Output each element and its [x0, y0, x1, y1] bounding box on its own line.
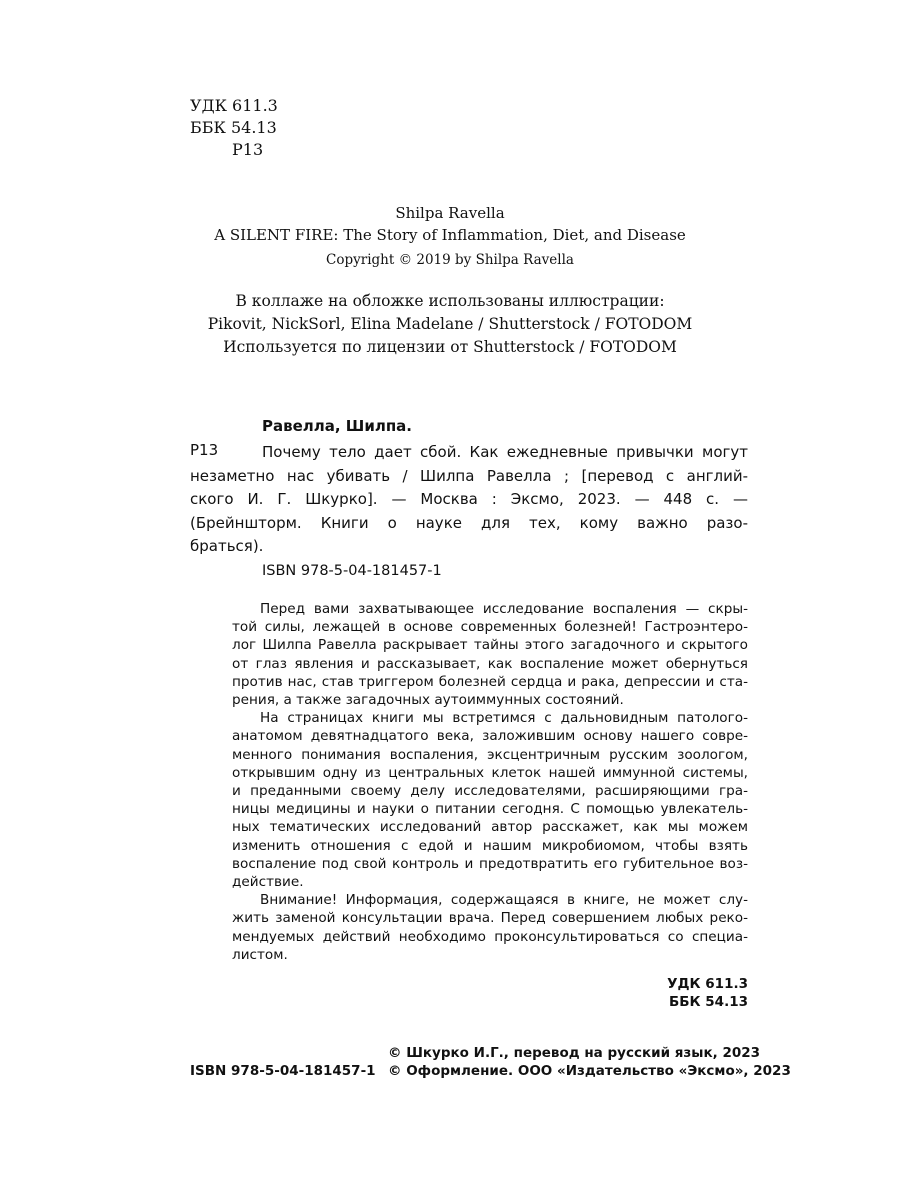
catalog-entry-line: незаметно нас убивать / Шилпа Равелла ; [перевод с англий- — [190, 466, 748, 485]
annotation — [232, 600, 748, 964]
illustrations-credit-line2: Pikovit, NickSorl, Elina Madelane / Shutterstock / FOTODOM — [207, 315, 693, 333]
catalog-entry-line: браться). — [190, 537, 264, 555]
bbk-code-bottom: ББК 54.13 — [668, 994, 748, 1010]
annotation-line: действие. — [232, 874, 304, 891]
annotation-line: открывшим одну из центральных клеток нашей иммунной системы, — [232, 764, 748, 781]
original-title: A SILENT FIRE: The Story of Inflammation, Diet, and Disease — [214, 226, 686, 244]
copyright-design: © Оформление. ООО «Издательство «Эксмо», 2023 — [388, 1063, 791, 1079]
annotation-line: от глаз явления и рассказывает, как воспаление может обернуться — [232, 655, 748, 672]
bbk-code-top: ББК 54.13 — [190, 118, 277, 137]
annotation-line: рения, а также загадочных аутоиммунных состояний. — [232, 692, 624, 709]
annotation-paragraph-3 — [232, 891, 748, 964]
illustrations-license-line: Используется по лицензии от Shutterstock / FOTODOM — [223, 338, 677, 356]
udk-code-top: УДК 611.3 — [190, 96, 278, 115]
catalog-entry-line: (Брейншторм. Книги о науке для тех, кому важно разо- — [190, 513, 748, 532]
illustrations-credit-line1: В коллаже на обложке использованы иллюстрации: — [235, 292, 665, 310]
catalog-author-mark: Р13 — [190, 441, 219, 459]
annotation-line: лог Шилпа Равелла раскрывает тайны этого загадочного и скрытого — [232, 637, 748, 654]
catalog-isbn: ISBN 978-5-04-181457-1 — [262, 563, 442, 579]
annotation-line: анатомом девятнадцатого века, заложившим основу нашего совре- — [232, 728, 748, 745]
original-copyright: Copyright © 2019 by Shilpa Ravella — [326, 252, 574, 268]
annotation-line: менного понимания воспаления, эксцентричным русским зоологом, — [232, 746, 748, 763]
annotation-line: изменить отношения с едой и нашим микробиомом, чтобы взять — [232, 837, 748, 854]
annotation-line: против нас, став триггером болезней сердца и рака, депрессии и ста- — [232, 673, 748, 690]
annotation-paragraph-2 — [232, 709, 748, 891]
annotation-line: листом. — [232, 946, 288, 963]
footer-isbn: ISBN 978-5-04-181457-1 — [190, 1063, 376, 1079]
annotation-line: На страницах книги мы встретимся с дальновидным патолого- — [260, 710, 748, 727]
annotation-line: Перед вами захватывающее исследование воспаления — скры- — [260, 601, 748, 617]
copyright-translation: © Шкурко И.Г., перевод на русский язык, 2023 — [388, 1045, 761, 1061]
udk-code-bottom: УДК 611.3 — [667, 976, 748, 992]
annotation-paragraph-1 — [232, 600, 748, 709]
annotation-line: той силы, лежащей в основе современных болезней! Гастроэнтеро- — [232, 619, 748, 636]
annotation-line: и преданными своему делу исследователями, расширяющими гра- — [232, 783, 748, 800]
catalog-entry-line: ского И. Г. Шкурко]. — Москва : Эксмо, 2023. — 448 с. — — [190, 490, 748, 508]
author-mark-top: Р13 — [232, 140, 264, 159]
annotation-line: ных тематических исследований автор расскажет, как мы можем — [232, 819, 748, 836]
annotation-line: мендуемых действий необходимо проконсультироваться со специа- — [232, 928, 748, 945]
catalog-author-heading: Равелла, Шилпа. — [262, 417, 413, 435]
original-author: Shilpa Ravella — [395, 204, 505, 222]
catalog-entry-line: Почему тело дает сбой. Как ежедневные привычки могут — [262, 443, 748, 461]
annotation-line: жить заменой консультации врача. Перед совершением любых реко- — [232, 910, 748, 927]
annotation-line: Внимание! Информация, содержащаяся в книге, не может слу- — [260, 892, 748, 909]
annotation-line: ницы медицины и науки о питании сегодня. С помощью увлекатель- — [232, 801, 748, 818]
annotation-line: воспаление под свой контроль и предотвратить его губительное воз- — [232, 855, 748, 872]
